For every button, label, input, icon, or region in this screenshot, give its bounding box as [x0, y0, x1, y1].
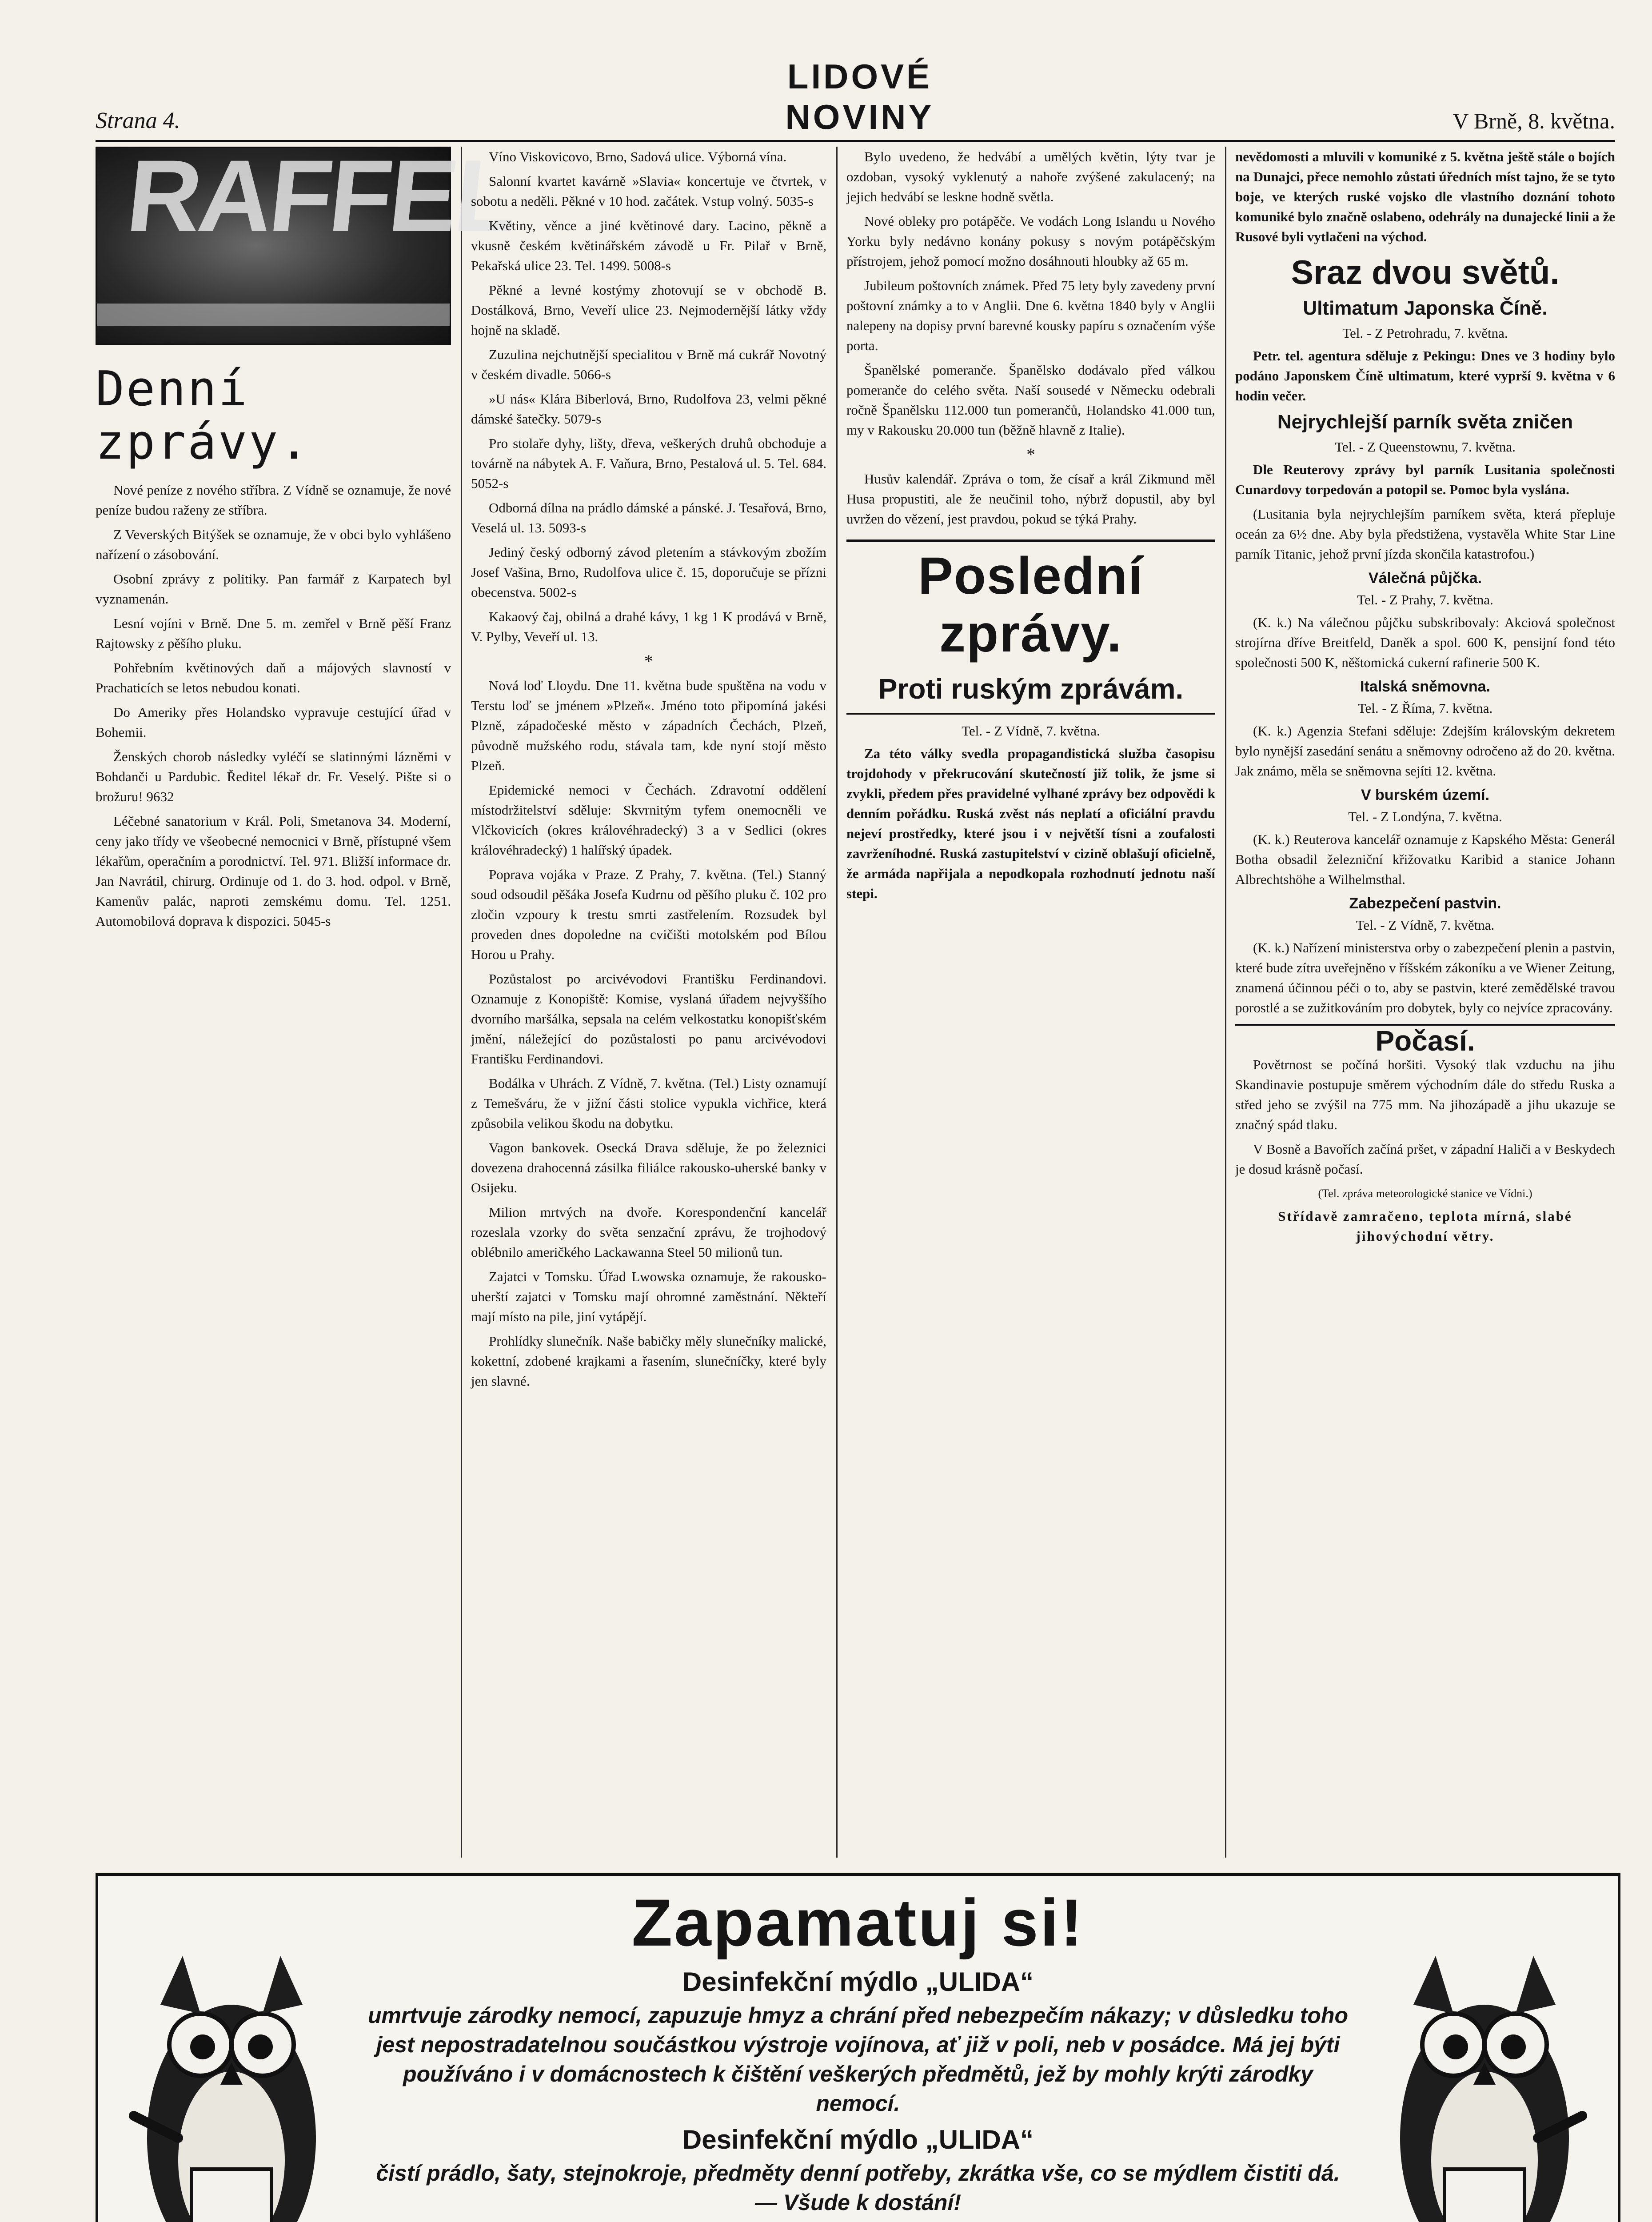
article-paragraph: Bodálka v Uhrách. Z Vídně, 7. května. (Tel.) Listy oznamují z Temešváru, že v jižní části stolice vypukla vichřice, která způsobila velikou škodu na dobytku.: [471, 1075, 826, 1131]
article-paragraph: Prohlídky slunečník. Naše babičky měly slunečníky malické, kokettní, zdobené krajkami a řasením, slunečníčky, které byly jen slavné.: [471, 1333, 826, 1389]
article-paragraph: Husův kalendář. Zpráva o tom, že císař a král Zikmund měl Husa propustiti, ale že neučinil toho, nýbrž dopustil, aby byl uvržen do vězení, jest pravdou, pokud se týká Prahy.: [846, 471, 1215, 527]
column-rule: [1225, 147, 1226, 1858]
column-4: [1235, 147, 1615, 1862]
posledni-zpravy-box: [846, 540, 1215, 715]
article-paragraph: Osobní zprávy z politiky. Pan farmář z Karpatech byl vyznamenán.: [96, 571, 451, 607]
column-3: [846, 147, 1215, 1862]
column-2: [471, 147, 826, 1862]
dateline: Tel. - Z Petrohradu, 7. května.: [1342, 325, 1508, 341]
article-paragraph: Zajatci v Tomsku. Úřad Lwowska oznamuje, že rakousko-uherští zajatci v Tomsku mají ohromné zaměstnání. Někteří mají místo na pile, jiní vytápějí.: [471, 1269, 826, 1324]
column-rule: [461, 147, 462, 1858]
dateline: Tel. - Z Queenstownu, 7. května.: [1335, 439, 1516, 455]
article-paragraph: Do Ameriky přes Holandsko vypravuje cestující úřad v Bohemii.: [96, 704, 451, 740]
article-paragraph: Jubileum poštovních známek. Před 75 lety byly zavedeny první poštovní známky a to v Anglii. Dne 6. května 1840 byly v Anglii nalepeny na dopisy první barevné kousky papíru s označením výše porta.: [846, 278, 1215, 353]
article-paragraph: Vagon bankovek. Osecká Drava sděluje, že po železnici dovezena drahocenná zásilka filiálce rakousko-uherské banky v Osijeku.: [471, 1140, 826, 1195]
classified-ad: Zuzulina nejchutnější specialitou v Brně má cukrář Novotný v českém divadle. 5066-s: [471, 347, 826, 382]
raffel-ad-word: RAFFEL: [122, 139, 521, 253]
article-paragraph: Léčebné sanatorium v Král. Poli, Smetanova 34. Moderní, ceny jako třídy ve všeobecné nemocnici v Brně, přístupné všem lékařům, operačním a porodnictví. Tel. 971. Bližší informace dr. Jan Navrátil, chirurg. Ordinuje od 1. do 3. hod. odpol. v Brně, Kamenův palác, naproti zemskému domu. Tel. 1251. Automobilová doprava k dispozici. 5045-s: [96, 813, 451, 929]
article-paragraph: Za této války svedla propagandistická služba časopisu trojdohody v překrucování skutečností již tolik, že jsme si zvykli, předem přes pravidelné vylhané zprávy bez odpovědi k denním pořádku. Ruská zvěst nás neplatí a oficiální pravdu nejeví prostředky, které jsou i v největší tísni a zoufalosti zavrženíhodné. Ruská zastupitelství v cizině oblašují oficielně, že armáda napřijala a nepodkopala rozhodnutí jednotu naší stepi.: [846, 746, 1215, 901]
dateline: Tel. - Z Říma, 7. května.: [1357, 700, 1493, 716]
article-paragraph: Bylo uvedeno, že hedvábí a umělých květin, lýty tvar je ozdoban, vysoký vyklenutý a nahoře zvýšené zakulacený; na jejich hedvábí se leskne hodně světla.: [846, 149, 1215, 204]
weather-forecast: Střídavě zamračeno, teplota mírná, slabé jihovýchodní větry.: [1278, 1208, 1572, 1244]
classified-ad: Odborná dílna na prádlo dámské a pánské. J. Tesařová, Brno, Veselá ul. 13. 5093-s: [471, 500, 826, 536]
classified-ad: Salonní kvartet kavárně »Slavia« koncertuje ve čtvrtek, v sobotu a neděli. Pěkné v 10 hod. začátek. Vstup volný. 5035-s: [471, 173, 826, 209]
headline-parnik: Nejrychlejší parník světa zničen: [1277, 411, 1573, 433]
raffel-ad-strip: [97, 304, 450, 326]
article-paragraph: Poprava vojáka v Praze. Z Prahy, 7. května. (Tel.) Stanný soud odsoudil pěšáka Josefa Kudrnu od pěšího pluku č. 102 pro zločin vzpoury k trestu smrti zastřelením. Rozsudek byl proveden dnes dopoledne na cvičišti motolském pod Bílou Horou u Prahy.: [471, 867, 826, 962]
section-separator: *: [644, 651, 653, 671]
ad-text-block: [365, 1885, 1351, 2222]
section-title-pocasi: Počasí.: [1235, 1024, 1615, 1051]
dateline: Tel. - Z Prahy, 7. května.: [1357, 592, 1493, 607]
section-separator: *: [1026, 444, 1035, 464]
ad-title: Zapamatuj si!: [631, 1885, 1085, 1960]
article-paragraph: Dle Reuterovy zprávy byl parník Lusitania společnosti Cunardovy torpedován a potopil se. Pomoc byla vyslána.: [1235, 462, 1615, 497]
dateline: Tel. - Z Vídně, 7. května.: [1356, 917, 1495, 933]
article-paragraph: Pohřebním květinových daň a májových slavností v Prachaticích se letos nebudou konati.: [96, 660, 451, 695]
section-title-denni-zpravy: Denní zprávy.: [96, 361, 311, 470]
owl-mascot-icon: [116, 1929, 347, 2222]
article-paragraph: (K. k.) Reuterova kancelář oznamuje z Kapského Města: Generál Botha obsadil železniční křižovatku Karibid a stanice Johann Albrechtshöhe a Wilhelmsthal.: [1235, 831, 1615, 887]
page-number: Strana 4.: [96, 108, 180, 133]
classified-ad: Kakaový čaj, obilná a drahé kávy, 1 kg 1 K prodává v Brně, V. Pylby, Veveří ul. 13.: [471, 609, 826, 644]
dateline: Tel. - Z Londýna, 7. května.: [1348, 809, 1502, 824]
ad-product-name: Desinfekční mýdlo „ULIDA“: [682, 1967, 1034, 1997]
headline-italska-snemovna: Italská sněmovna.: [1360, 678, 1490, 695]
owl-mascot-icon: [1369, 1929, 1600, 2222]
subheadline-ultimatum: Ultimatum Japonska Číně.: [1303, 297, 1548, 319]
headline-proti-ruskym: Proti ruským zprávám.: [878, 673, 1184, 705]
ad-body-text: umrtvuje zárodky nemocí, zapuzuje hmyz a chrání před nebezpečím nákazy; v důsledku toho jest nepostradatelnou součástkou výstroje vojínova, ať již v poli, neb v posádce. Má jej býti používáno i v domácnostech k čištění veškerých předmětů, jež by mohly krýti zárodky nemocí.: [367, 2003, 1349, 2116]
weather-source-note: (Tel. zpráva meteorologické stanice ve Vídni.): [1318, 1187, 1532, 1200]
column-1: [96, 139, 521, 1862]
ad-product-name: Desinfekční mýdlo „ULIDA“: [682, 2125, 1034, 2154]
article-paragraph: (K. k.) Nařízení ministerstva orby o zabezpečení plenin a pastvin, které bude zítra uveřejněno v říšském zákoníku a ve Wiener Zeitung, znamená účinnou péči o to, aby se pastvin, které zemědělské travou porostlé a se zužitkováním pro dobytek, byly co nejvíce zpracovány.: [1235, 940, 1615, 1015]
headline-burske-uzemi: V burském území.: [1361, 787, 1490, 803]
classified-ad: Pěkné a levné kostýmy zhotovují se v obchodě B. Dostálková, Brno, Veveří ulice 23. Nejmodernější látky vždy hojně na skladě.: [471, 282, 826, 338]
article-paragraph: Povětrnost se počíná horšiti. Vysoký tlak vzduchu na jihu Skandinavie postupuje směrem východním dále do středu Ruska a střed jeho se zvýšil na 775 mm. Na jihozápadě a jihu ukazuje se značný spád tlaku.: [1235, 1057, 1615, 1132]
article-paragraph: Milion mrtvých na dvoře. Korespondenční kancelář rozeslala vzorky do světa senzační zprávu, že trojhodový oblébnilo američkého Lackawanna Steel 50 milionů tun.: [471, 1204, 826, 1260]
article-paragraph: Z Veverských Bitýšek se oznamuje, že v obci bylo vyhlášeno nařízení o zásobování.: [96, 527, 451, 562]
article-paragraph: Petr. tel. agentura sděluje z Pekingu: Dnes ve 3 hodiny bylo podáno Japonskem Číně ultimatum, které vyprší 9. května v 6 hodin večer.: [1235, 348, 1615, 404]
article-paragraph: Nové obleky pro potápěče. Ve vodách Long Islandu u Nového Yorku byly nedávno konány pokusy s novým potápěčským přístrojem, jehož pomocí možno dosáhnouti hloubky až 65 m.: [846, 213, 1215, 269]
classified-ad: Víno Viskovicovo, Brno, Sadová ulice. Výborná vína.: [489, 149, 787, 164]
article-paragraph: Ženských chorob následky vyléčí se slatinnými lázněmi v Bohdanči u Pardubic. Ředitel lékař dr. Fr. Veselý. Pište si o brožuru! 9632: [96, 749, 451, 804]
classified-ad: Pro stolaře dyhy, lišty, dřeva, veškerých druhů obchoduje a továrně na nábytek A. F. Vaňura, Brno, Pestalová ul. 5. Tel. 684. 5052-s: [471, 436, 826, 491]
classified-ad: »U nás« Klára Biberlová, Brno, Rudolfova 23, velmi pěkné dámské šatečky. 5079-s: [471, 391, 826, 427]
raffel-ad-image: [96, 139, 521, 345]
headline-sraz-dvou-svetu: Sraz dvou světů.: [1291, 254, 1560, 292]
article-paragraph: (Lusitania byla nejrychlejším parníkem světa, která přepluje oceán za 6½ dne. Aby byla předstižena, vystavěla White Star Line parník Titanic, jehož první jízda skončila katastrofou.): [1235, 506, 1615, 562]
masthead: [96, 57, 1615, 142]
issue-date: V Brně, 8. května.: [1452, 108, 1615, 133]
article-paragraph: (K. k.) Agenzia Stefani sděluje: Zdejším královským dekretem bylo nynější zasedání senátu a sněmovny odročeno až do 20. května. Jak známo, měla se sněmovna sejíti 12. května.: [1235, 723, 1615, 779]
headline-valecna-pujcka: Válečná půjčka.: [1368, 570, 1482, 587]
article-paragraph: Nová loď Lloydu. Dne 11. května bude spuštěna na vodu v Terstu loď se jménem »Plzeň«. Jméno toto připomíná jakési Plzně, západočeské město v západních Čechách, Plzeň, původně mužského rodu, stávala tam, kde nyní stojí město Plzeň.: [471, 678, 826, 773]
column-rule: [836, 147, 838, 1858]
article-paragraph: Epidemické nemoci v Čechách. Zdravotní oddělení místodržitelství sděluje: Skvrnitým tyfem onemocněli ve Vlčkovicích (okres královéhradecký) 3 a v Sedlici (okres královéhradecký) 1 halířský úpadek.: [471, 782, 826, 858]
article-paragraph: Lesní vojíni v Brně. Dne 5. m. zemřel v Brně pěší Franz Rajtowsky z pěšího pluku.: [96, 615, 451, 651]
article-paragraph: V Bosně a Bavořích začíná pršet, v západní Haliči a v Beskydech je dosud krásně počasí.: [1235, 1141, 1615, 1177]
classified-ad: Jediný český odborný závod pletením a stávkovým zbožím Josef Vašina, Brno, Rudolfova ulice č. 15, doporučuje se přízni obecenstva. 5002-s: [471, 544, 826, 600]
ulida-soap-advertisement: [96, 1873, 1620, 2222]
classified-ad: Květiny, věnce a jiné květinové dary. Lacino, pěkně a vkusně českém květinářském závodě u Fr. Pilař v Brně, Pekařská ulice 23. Tel. 1499. 5008-s: [471, 218, 826, 273]
article-paragraph: Pozůstalost po arcivévodovi Františku Ferdinandovi. Oznamuje z Konopiště: Komise, vyslaná úřadem nejvyššího dvorního maršálka, sepsala na celém velkostatku konopišťském jmění, náležející do pozůstalosti po panu arcivévodovi Františku Ferdinandovi.: [471, 971, 826, 1067]
article-paragraph: nevědomosti a mluvili v komuniké z 5. května ještě stále o bojích na Dunajci, přece nemohlo zůstati úředních míst tajno, že se tyto boje, ve kterých ruské vojsko dle vlastního doznání tohoto komuniké bylo značně oslabeno, odehrály na dunajecké linii a že Rusové byli vytlačeni na východ.: [1235, 149, 1615, 244]
ad-body-text: čistí prádlo, šaty, stejnokroje, předměty denní potřeby, zkrátka vše, co se mýdlem čistiti dá. — Všude k dostání!: [376, 2161, 1340, 2215]
headline-zabezpeceni-pastvin: Zabezpečení pastvin.: [1349, 895, 1501, 912]
dateline: Tel. - Z Vídně, 7. května.: [962, 723, 1100, 739]
article-paragraph: Nové peníze z nového stříbra. Z Vídně se oznamuje, že nové peníze budou raženy ze stříbra.: [96, 482, 451, 518]
article-paragraph: (K. k.) Na válečnou půjčku subskribovaly: Akciová společnost strojírna dříve Breitfeld, Daněk a spol. 600 K, pensijní fond této společnosti 500 K, něštomická cukerní rafinerie 500 K.: [1235, 615, 1615, 670]
newspaper-title: LIDOVÉ NOVINY: [785, 57, 934, 136]
section-title-posledni-zpravy: Poslední zprávy.: [918, 547, 1144, 663]
article-paragraph: Španělské pomeranče. Španělsko dodávalo před válkou pomeranče do celého světa. Naší sousedé v Německu odebrali ročně Španělsku 112.000 tun pomerančů, Holandsko 41.000 tun, my v Rakousku 20.000 tun (běžně hlavně z Italie).: [846, 362, 1215, 438]
